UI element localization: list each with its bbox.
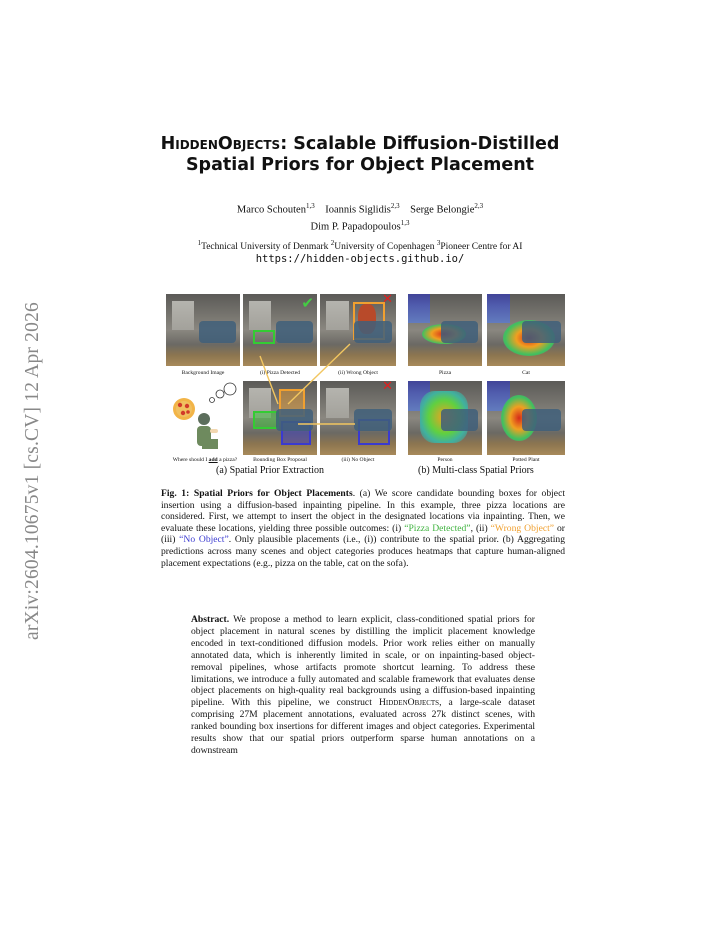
author-name: Dim P. Papadopoulos: [310, 221, 401, 232]
author-affil-sup: 1,3: [305, 202, 315, 210]
affil-text: Pioneer Centre for AI: [440, 242, 523, 253]
cross-icon: ✕: [382, 381, 393, 394]
label-potted-plant: Potted Plant: [512, 457, 540, 463]
figure-caption: [161, 488, 565, 569]
heat-hotspot: [501, 395, 537, 441]
caption-text: . (a) We score candidate bounding boxes for object insertion using a diffusion-based inpainting pipeline. In this example, three pizza locations are considered. First, we attempt to insert the object in the designated locations via inpainting. Then, we evaluate these locations, yielding three possible outcomes: (i): [161, 488, 565, 534]
arxiv-stamp: arXiv:2604.10675v1 [cs.CV] 12 Apr 2026: [22, 302, 43, 640]
author-list: [0, 200, 720, 233]
figure-arrows: [240, 294, 400, 456]
label-cat: Cat: [522, 370, 530, 376]
label-background-image: Background Image: [181, 370, 225, 376]
heat-hotspot: [420, 391, 468, 443]
title-line2: Spatial Priors for Object Placement: [185, 155, 535, 175]
abstract-text: , a large-scale dataset comprising 27M placement annotations, evaluated across 27k distinct scenes, with ranked bounding box insertions for different images and object categories. Experimental results show that our spatial priors outperform sparse human annotations on a downstream: [191, 697, 535, 756]
caption-text: , (ii): [470, 522, 491, 534]
subcaption-b: (b) Multi-class Spatial Priors: [418, 465, 534, 476]
author-affil-sup: 2,3: [474, 202, 484, 210]
thinking-person-illustration: [166, 381, 240, 455]
abstract: [191, 614, 535, 757]
arrow: [260, 356, 278, 404]
title-system-name: HiddenObjects: [160, 134, 281, 154]
caption-blue-text: “No Object”: [179, 534, 229, 546]
check-icon: ✔: [301, 294, 314, 312]
arrow: [288, 344, 350, 404]
heatmap-person: [408, 381, 482, 455]
affiliations: [0, 239, 720, 252]
affil-sup: 1: [197, 239, 202, 247]
label-text: a pizza?: [217, 457, 238, 463]
label-bbox-proposal: Bounding Box Proposal: [253, 457, 307, 463]
author-affil-sup: 1,3: [400, 218, 410, 227]
caption-label: Fig. 1: Spatial Priors for Object Placements: [161, 488, 353, 499]
label-no-object: (iii) No Object: [341, 457, 375, 463]
author-name: Ioannis Siglidis: [325, 204, 391, 216]
abstract-text: We propose a method to learn explicit, class-conditioned spatial priors for object placement in natural scenes by distilling the implicit placement knowledge encoded in text-conditioned diffusion models. Prior work relies either on manually annotated data, which is inherently limited in scale, or on inpainting-based object-removal pipelines, whose artifacts promote shortcut learning. To address these limitations, we introduce a fully automated and scalable framework that evaluates dense object placements on high-quality real backgrounds using a diffusion-based inpainting pipeline. With this pipeline, we construct: [191, 614, 535, 709]
heatmap-pizza: [408, 294, 482, 366]
label-where-pizza: [160, 457, 250, 463]
affil-sup: 2: [330, 239, 335, 247]
label-text: Where should I: [172, 457, 209, 463]
heat-hotspot: [503, 320, 555, 356]
subcaption-a: (a) Spatial Prior Extraction: [216, 465, 325, 476]
label-text: add: [208, 457, 218, 463]
author-affil-sup: 2,3: [390, 202, 400, 210]
affil-sup: 3: [436, 239, 441, 247]
title-line1: : Scalable Diffusion-Distilled: [280, 134, 560, 154]
label-pizza: Pizza: [438, 370, 452, 376]
caption-text: or (iii): [161, 522, 565, 546]
heat-hotspot: [422, 324, 466, 344]
heatmap-potted-plant: [487, 381, 565, 455]
caption-text: . Only plausible placements (i.e., (i)) contribute to the spatial prior. (b) Aggregating predictions across many scenes and object categories produces heatmaps that capture human-aligned placement expectations (e.g., pizza on the table, cat on the sofa).: [161, 534, 565, 569]
cross-icon: ✕: [382, 294, 393, 307]
heatmap-cat: [487, 294, 565, 366]
paper-title: [0, 134, 720, 176]
author-name: Serge Belongie: [410, 204, 475, 216]
affil-text: University of Copenhagen: [334, 242, 437, 253]
label-person: Person: [437, 457, 453, 463]
label-pizza-detected: (i) Pizza Detected: [259, 370, 301, 376]
author-name: Marco Schouten: [236, 204, 306, 216]
caption-green-text: “Pizza Detected”: [404, 522, 471, 534]
background-image: [166, 294, 240, 366]
project-url[interactable]: https://hidden-objects.github.io/: [255, 253, 465, 265]
person-pizza-icon: [166, 381, 240, 455]
abstract-label: Abstract.: [191, 614, 230, 625]
affil-text: Technical University of Denmark: [201, 242, 331, 253]
caption-orange-text: “Wrong Object”: [490, 522, 555, 534]
abstract-system-name: HiddenObjects: [378, 697, 440, 709]
label-wrong-object: (ii) Wrong Object: [338, 370, 378, 376]
